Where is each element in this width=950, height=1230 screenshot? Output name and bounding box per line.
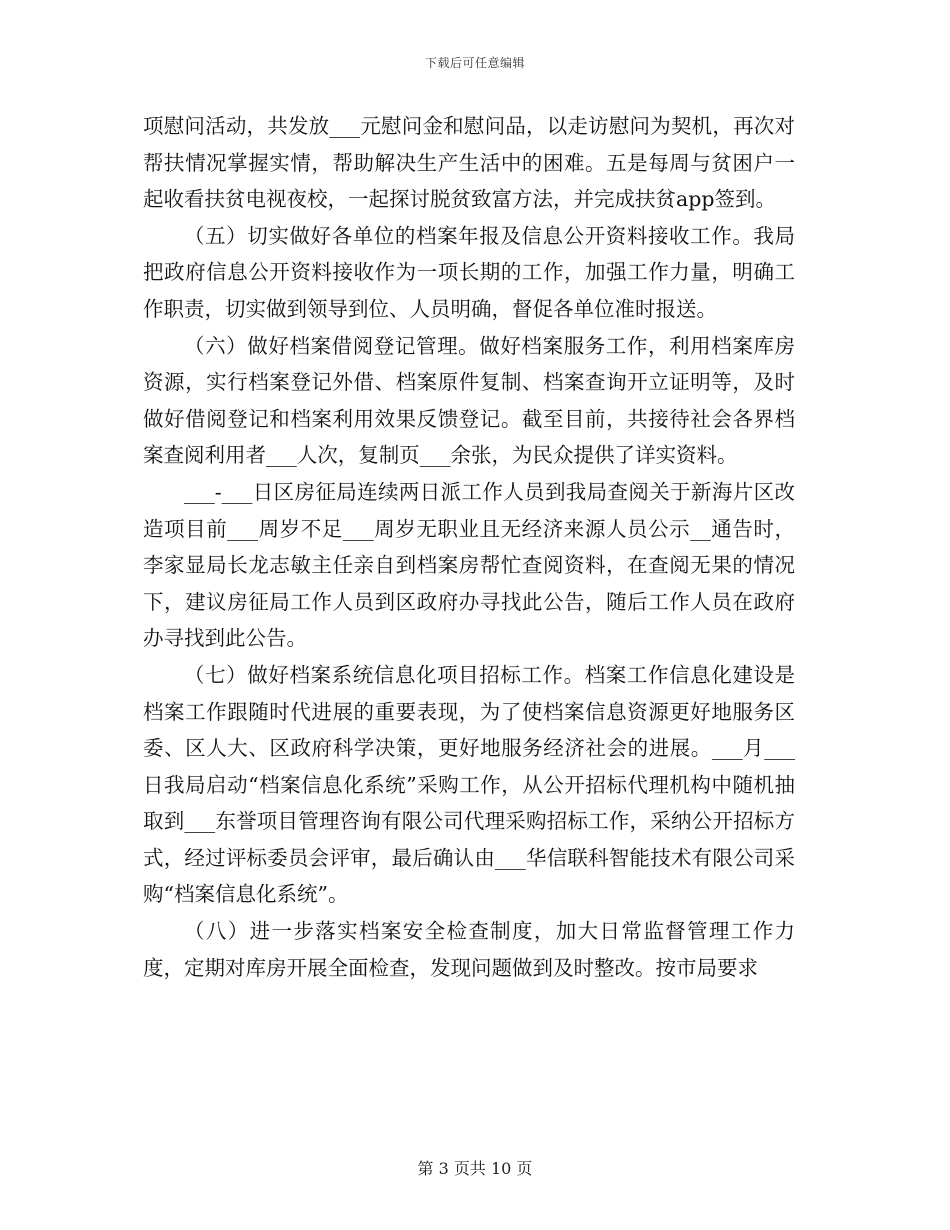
paragraph-3: （六）做好档案借阅登记管理。做好档案服务工作，利用档案库房资源，实行档案登记外借、档案原件复制、档案查询开立证明等，及时做好借阅登记和档案利用效果反馈登记。截至目前，共接待社会各界档案查阅利用者___人次，复制页___余张，为民众提供了详实资料。 <box>143 333 795 468</box>
paragraph-5: （七）做好档案系统信息化项目招标工作。档案工作信息化建设是档案工作跟随时代进展的重要表现，为了使档案信息资源更好地服务区委、区人大、区政府科学决策，更好地服务经济社会的进展。___月___日我局启动“档案信息化系统”采购工作，从公开招标代理机构中随机抽取到___东誉项目管理咨询有限公司代理采购招标工作，采纳公开招标方式，经过评标委员会评审，最后确认由___华信联科智能技术有限公司采购“档案信息化系统”。 <box>143 662 795 907</box>
paragraph-6: （八）进一步落实档案安全检查制度，加大日常监督管理工作力度，定期对库房开展全面检查，发现问题做到及时整改。按市局要求 <box>143 919 795 980</box>
document-body <box>143 108 795 986</box>
page-number: 第 3 页共 10 页 <box>417 1159 533 1178</box>
paragraph-2: （五）切实做好各单位的档案年报及信息公开资料接收工作。我局把政府信息公开资料接收作为一项长期的工作，加强工作力量，明确工作职责，切实做到领导到位、人员明确，督促各单位准时报送。 <box>143 223 795 321</box>
paragraph-1: 项慰问活动，共发放___元慰问金和慰问品，以走访慰问为契机，再次对帮扶情况掌握实情，帮助解决生产生活中的困难。五是每周与贫困户一起收看扶贫电视夜校，一起探讨脱贫致富方法，并完成扶贫app签到。 <box>143 114 795 212</box>
page-header-note: 下载后可任意编辑 <box>424 56 525 70</box>
paragraph-4: ___-___日区房征局连续两日派工作人员到我局查阅关于新海片区改造项目前___周岁不足___周岁无职业且无经济来源人员公示__通告时，李家显局长龙志敏主任亲自到档案房帮忙查阅资料，在查阅无果的情况下，建议房征局工作人员到区政府办寻找此公告，随后工作人员在政府办寻找到此公告。 <box>143 479 795 651</box>
